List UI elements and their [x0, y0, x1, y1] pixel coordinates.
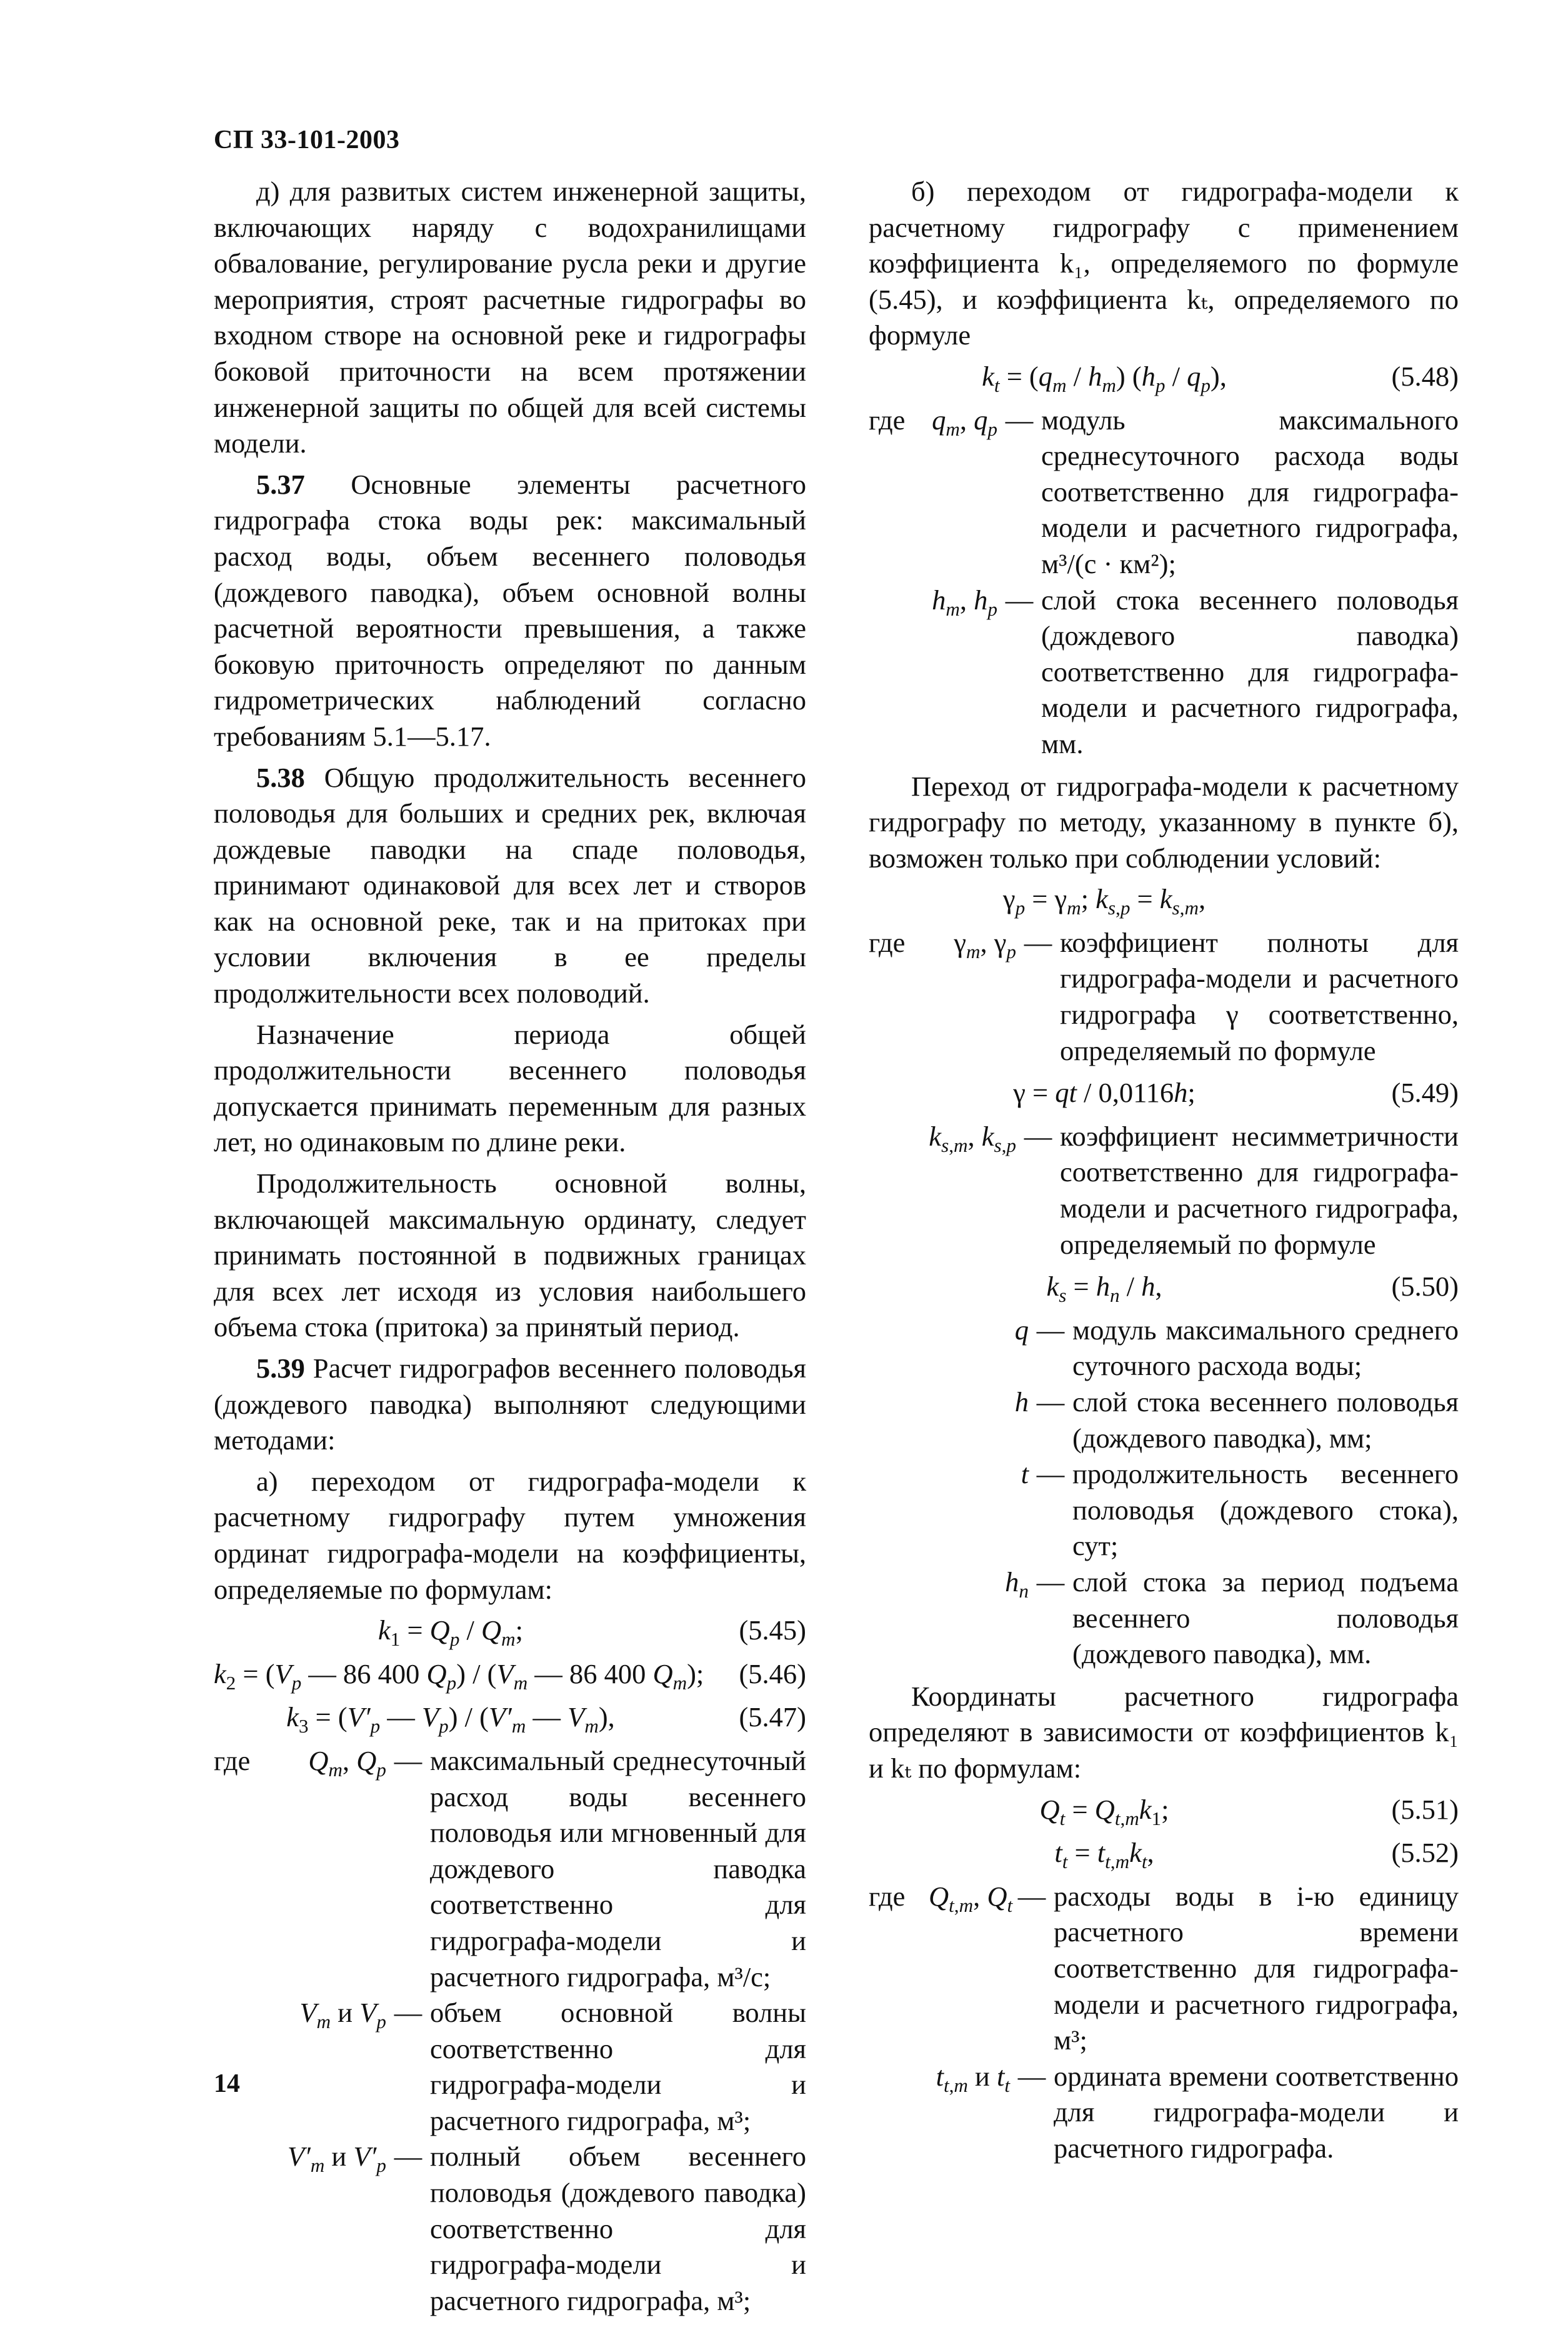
definition-item: где $Q_{t,m}$, $Q_t$ — расходы воды в i-ю единицу расчетного времени соответственно для гидрографа-модели и расчетного гидрографа, м³; — [869, 1879, 1459, 2059]
definition-item: где $q_m$, $q_p$ — модуль максимального среднесуточного расхода воды соответственно для гидрографа-модели и расчетного гидрографа, м³/(с · км²); — [869, 402, 1459, 582]
document-header: СП 33-101-2003 — [214, 126, 400, 154]
definition-symbol: $\gamma_m$, $\gamma_p$ — [954, 926, 1016, 962]
definitions-list — [214, 1743, 806, 2319]
formula-5-50 — [869, 1269, 1459, 1305]
definition-text: полный объем весеннего половодья (дождевого паводка) соответственно для гидрографа-модели и расчетного гидрографа, м³; — [430, 2141, 806, 2316]
definition-symbol: h — [1014, 1386, 1029, 1418]
section-text: Расчет гидрографов весеннего половодья (дождевого паводка) выполняют следующими методами: — [214, 1352, 806, 1456]
formula-conditions — [869, 881, 1459, 918]
paragraph-a: а) переходом от гидрографа-модели к расчетному гидрографу путем умножения ординат гидрографа-модели на коэффициенты, определяемые по формулам: — [214, 1465, 806, 1605]
definitions-list — [869, 1879, 1459, 2167]
formula-5-51 — [869, 1792, 1459, 1828]
formula-number: (5.51) — [1391, 1793, 1459, 1825]
definition-item: $t_{t,m}$ и $t_t$ — ордината времени соответственно для гидрографа-модели и расчетного гидрографа. — [869, 2059, 1459, 2167]
definition-item: $k_{s,m}$, $k_{s,p}$ — коэффициент несимметричности соответственно для гидрографа-модели и расчетного гидрографа, определяемый по формуле — [869, 1119, 1459, 1262]
section-number: 5.37 — [256, 468, 305, 500]
definition-text: максимальный среднесуточный расход воды весеннего половодья или мгновенный для дождевого паводка соответственно для гидрографа-модели и расчетного гидрографа, м³/с; — [430, 1744, 806, 1992]
definition-item: $V'_m$ и $V'_p$ — полный объем весеннего половодья (дождевого паводка) соответственно для гидрографа-модели и расчетного гидрографа, м³; — [214, 2139, 806, 2319]
paragraph-naznachenie: Назначение периода общей продолжительности весеннего половодья допускается принимать переменным для разных лет, но одинаковым по длине реки. — [214, 1018, 806, 1158]
section-number: 5.38 — [256, 761, 305, 793]
definition-text: объем основной волны соответственно для гидрографа-модели и расчетного гидрографа, м³; — [430, 1997, 806, 2136]
formula-number: (5.50) — [1391, 1271, 1459, 1302]
definition-text: расходы воды в i-ю единицу расчетного времени соответственно для гидрографа-модели и расчетного гидрографа, м³; — [1054, 1880, 1459, 2056]
formula-number: (5.45) — [739, 1614, 806, 1646]
definition-symbol: $h_n$ — [1005, 1566, 1029, 1602]
section-text: Основные элементы расчетного гидрографа стока воды рек: максимальный расход воды, объем весеннего половодья (дождевого паводка), объем основной волны расчетной вероятности превышения, а также боковую приточность определяют по данным гидрометрических наблюдений согласно требованиям 5.1—5.17. — [214, 468, 806, 752]
formula-5-48 — [869, 359, 1459, 395]
definitions-list — [869, 1119, 1459, 1262]
formula-expression: $k_3 = (V'_p$ — $V_p) / (V'_m$ — $V_m$), — [286, 1701, 615, 1738]
definition-symbol: q — [1014, 1314, 1029, 1346]
definition-symbol: $q_m$, $q_p$ — [932, 404, 997, 440]
formula-number: (5.52) — [1391, 1837, 1459, 1869]
formula-expression: $k_1 = Q_p / Q_m$; — [377, 1614, 524, 1651]
formula-5-46 — [214, 1656, 806, 1692]
definition-symbol: $h_m$, $h_p$ — [932, 584, 997, 620]
formula-expression: γ = qt / 0,0116h; — [1013, 1077, 1196, 1109]
paragraph-b: б) переходом от гидрографа-модели к расчетному гидрографу с применением коэффициента k₁, определяемого по формуле (5.45), и коэффициента kₜ, определяемого по формуле — [869, 176, 1459, 351]
page-number: 14 — [214, 2069, 240, 2098]
definition-item: h — слой стока весеннего половодья (дождевого паводка), мм; — [869, 1384, 1459, 1456]
paragraph-prodolzhitelnost: Продолжительность основной волны, включающей максимальную ординату, следует принимать постоянной в подвижных границах для всех лет исходя из условия наибольшего объема стока (притока) за принятый период. — [214, 1168, 806, 1343]
definition-text: продолжительность весеннего половодья (дождевого стока), сут; — [1072, 1458, 1459, 1562]
formula-5-45 — [214, 1612, 806, 1649]
formula-expression: $t_t = t_{t,m}k_t$, — [1054, 1837, 1154, 1873]
formula-expression: $k_t = (q_m / h_m)$ $(h_p / q_p)$, — [982, 360, 1227, 396]
formula-expression: $k_s = h_n / h$, — [1046, 1271, 1162, 1307]
definition-text: ордината времени соответственно для гидрографа-модели и расчетного гидрографа. — [1054, 2060, 1459, 2164]
definition-symbol: $Q_m$, $Q_p$ — [308, 1744, 386, 1781]
formula-expression: $Q_t = Q_{t,m}k_1$; — [1039, 1793, 1169, 1829]
paragraph-perehod: Переход от гидрографа-модели к расчетному гидрографу по методу, указанному в пункте б), возможен только при соблюдении условий: — [869, 770, 1459, 874]
definition-text: коэффициент полноты для гидрографа-модели и расчетного гидрографа γ соответственно, определяемый по формуле — [1060, 926, 1459, 1066]
definition-text: коэффициент несимметричности соответственно для гидрографа-модели и расчетного гидрографа, определяемый по формуле — [1060, 1120, 1459, 1260]
definition-text: слой стока весеннего половодья (дождевого паводка) соответственно для гидрографа-модели и расчетного гидрографа, мм. — [1041, 584, 1459, 759]
definition-symbol: $Q_{t,m}$, $Q_t$ — [929, 1880, 1013, 1916]
formula-expression: $\gamma_p = \gamma_m$; $k_{s,p} = k_{s,m}$, — [1002, 883, 1206, 919]
definition-text: модуль максимального среднего суточного расхода воды; — [1072, 1314, 1459, 1382]
formula-5-47 — [214, 1699, 806, 1736]
definition-item: t — продолжительность весеннего половодья (дождевого стока), сут; — [869, 1456, 1459, 1564]
where-label: где — [869, 926, 906, 958]
definition-text: слой стока за период подъема весеннего половодья (дождевого паводка), мм. — [1072, 1566, 1459, 1670]
formula-number: (5.49) — [1391, 1077, 1459, 1109]
definition-symbol: $V'_m$ и $V'_p$ — [287, 2141, 386, 2177]
definitions-list — [869, 402, 1459, 762]
formula-number: (5.48) — [1391, 360, 1459, 392]
definition-item: $V_m$ и $V_p$ — объем основной волны соответственно для гидрографа-модели и расчетного гидрографа, м³; — [214, 1995, 806, 2139]
section-text: Общую продолжительность весеннего половодья для больших и средних рек, включая дождевые паводки на спаде половодья, принимают одинаковой для всех лет и створов как на основной реке, так и на притоках при условии включения в ее пределы продолжительности всех половодий. — [214, 761, 806, 1009]
paragraph-koordinaty: Координаты расчетного гидрографа определяют в зависимости от коэффициентов k₁ и kₜ по формулам: — [869, 1680, 1459, 1784]
definition-item: $h_m$, $h_p$ — слой стока весеннего половодья (дождевого паводка) соответственно для гидрографа-модели и расчетного гидрографа, мм. — [869, 582, 1459, 762]
section-number: 5.39 — [256, 1352, 305, 1384]
definition-item: где $Q_m$, $Q_p$ — максимальный среднесуточный расход воды весеннего половодья или мгновенный для дождевого паводка соответственно для гидрографа-модели и расчетного гидрографа, м³/с; — [214, 1743, 806, 1995]
definition-symbol: t — [1021, 1458, 1029, 1490]
definition-text: модуль максимального среднесуточного расхода воды соответственно для гидрографа-модели и расчетного гидрографа, м³/(с · км²); — [1041, 404, 1459, 579]
definition-symbol: $t_{t,m}$ и $t_t$ — [936, 2060, 1010, 2096]
where-label: где — [869, 1880, 906, 1912]
section-5-37 — [214, 467, 806, 755]
formula-number: (5.47) — [739, 1701, 806, 1733]
right-column — [869, 174, 1459, 2172]
definition-item: q — модуль максимального среднего суточного расхода воды; — [869, 1312, 1459, 1384]
paragraph-d: д) для развитых систем инженерной защиты, включающих наряду с водохранилищами обвалование, регулирование русла реки и другие мероприятия, строят расчетные гидрографы во входном створе на основной реке и гидрографы боковой приточности на всем протяжении инженерной защиты по общей для всей системы модели. — [214, 176, 806, 459]
section-5-39 — [214, 1351, 806, 1459]
definition-symbol: $k_{s,m}$, $k_{s,p}$ — [929, 1120, 1016, 1156]
where-label: где — [214, 1744, 251, 1776]
definition-item: $h_n$ — слой стока за период подъема весеннего половодья (дождевого паводка), мм. — [869, 1564, 1459, 1672]
formula-5-49 — [869, 1075, 1459, 1111]
definitions-list — [869, 1312, 1459, 1672]
definition-item: где $\gamma_m$, $\gamma_p$ — коэффициент полноты для гидрографа-модели и расчетного гидрографа γ соответственно, определяемый по формуле — [869, 925, 1459, 1069]
left-column — [214, 174, 806, 2325]
definition-text: слой стока весеннего половодья (дождевого паводка), мм; — [1072, 1386, 1459, 1454]
definition-symbol: $V_m$ и $V_p$ — [299, 1997, 386, 2032]
formula-5-52 — [869, 1835, 1459, 1871]
formula-number: (5.46) — [739, 1658, 806, 1689]
formula-expression: $k_2 = (V_p$ — 86 400 $Q_p) / (V_m$ — 86 400 $Q_m$); — [214, 1658, 704, 1694]
section-5-38 — [214, 760, 806, 1012]
where-label: где — [869, 404, 906, 436]
definitions-list — [869, 925, 1459, 1069]
